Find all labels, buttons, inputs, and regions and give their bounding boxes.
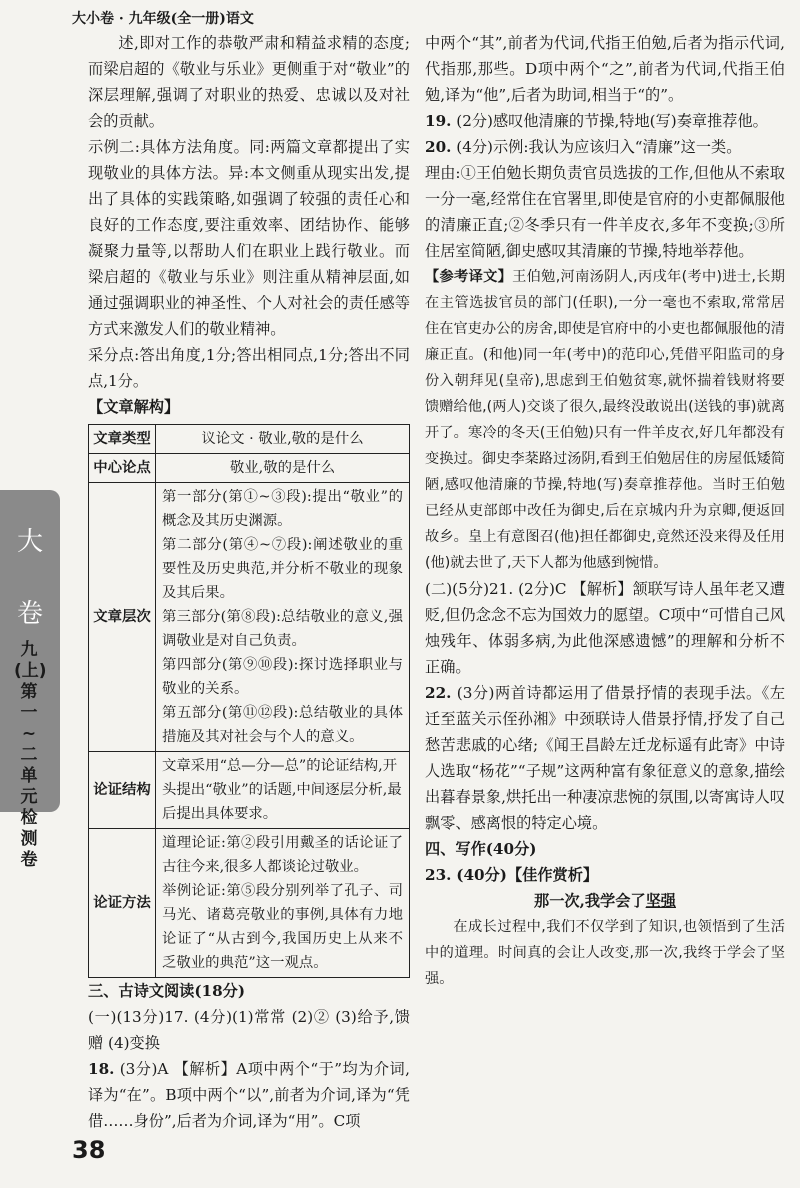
section-3-title: 三、古诗文阅读(18分) <box>88 982 246 1000</box>
left-paragraph-2: 示例二:具体方法角度。同:两篇文章都提出了实现敬业的具体方法。异:本文侧重从现实出发,提出了具体的实践策略,如强调了较强的责任心和良好的工作态度,要注重效率、团结协作、能够凝聚力量等,以帮助人们在职业上践行敬业。而梁启超的《敬业与乐业》则注重从精神层面,如通过强调职业的神圣性、个人对社会的责任感等方式来激发人们的敬业精神。 <box>88 138 410 338</box>
section-structure-title: 【文章解构】 <box>88 398 180 416</box>
table-value: 议论文 · 敬业,敬的是什么 <box>156 425 410 454</box>
table-key: 论证结构 <box>89 752 156 829</box>
essay-body: 在成长过程中,我们不仅学到了知识,也领悟到了生活中的道理。时间真的会让人改变,那一次,我终于学会了坚强。 <box>425 919 785 987</box>
table-key: 文章类型 <box>89 425 156 454</box>
q19-number: 19. <box>425 112 452 130</box>
table-key: 文章层次 <box>89 483 156 752</box>
q23-text: (40分)【佳作赏析】 <box>456 866 599 884</box>
table-row <box>89 752 410 829</box>
q20-text: (4分)示例:我认为应该归入“清廉”这一类。 <box>456 138 742 156</box>
reasoning-argument: 道理论证:第②段引用戴圣的话论证了古往今来,很多人都谈论过敬业。 <box>162 835 403 875</box>
left-paragraph-1: 述,即对工作的恭敬严肃和精益求精的态度;而梁启超的《敬业与乐业》更侧重于对“敬业”的深层理解,强调了对职业的热爱、忠诚以及对社会的贡献。 <box>88 34 410 130</box>
side-tab-top: 大 <box>16 527 43 557</box>
part-3: 第三部分(第⑧段):总结敬业的意义,强调敬业是对自己负责。 <box>162 609 403 649</box>
table-key: 论证方法 <box>89 829 156 978</box>
table-value <box>156 829 410 978</box>
example-argument: 举例论证:第⑤段分别列举了孔子、司马光、诸葛亮敬业的事例,具体有力地论证了“从古到今,我国历史上从来不乏敬业的典范”这一观点。 <box>162 883 403 971</box>
q20-number: 20. <box>425 138 452 156</box>
scoring-points: 采分点:答出角度,1分;答出相同点,1分;答出不同点,1分。 <box>88 346 410 390</box>
side-vertical-label: 九(上) 第一~二单元检测卷 <box>14 640 47 870</box>
part-2: 第二部分(第④~⑦段):阐述敬业的重要性及历史典范,并分析不敬业的现象及其后果。 <box>162 537 403 601</box>
answer-18-cont: 中两个“其”,前者为代词,代指王伯勉,后者为指示代词,代指那,那些。D项中两个“之”,前者为代词,代指王伯勉,译为“他”,后者为助词,相当于“的”。 <box>425 34 785 104</box>
table-value: 文章采用“总—分—总”的论证结构,开头提出“敬业”的话题,中间逐层分析,最后提出具体要求。 <box>156 752 410 829</box>
page-number: 38 <box>72 1136 106 1164</box>
q23-number: 23. <box>425 866 452 884</box>
essay-title <box>425 888 785 914</box>
answer-22 <box>425 680 785 836</box>
essay-title-a: 那一次,我学会了 <box>534 892 646 910</box>
answer-21: (二)(5分)21. (2分)C 【解析】颔联写诗人虽年老又遭贬,但仍念念不忘为国效力的愿望。C项中“可惜自己风烛残年、体弱多病,为此他深感遗憾”的理解和分析不正确。 <box>425 580 785 676</box>
page-header: 大小卷 · 九年级(全一册)语文 <box>72 11 254 27</box>
essay-title-b: 坚强 <box>645 892 676 910</box>
table-row <box>89 829 410 978</box>
ref-label: 【参考译文】 <box>425 269 513 285</box>
left-column <box>88 30 410 1134</box>
right-column <box>425 30 785 992</box>
table-value <box>156 483 410 752</box>
structure-table <box>88 424 410 978</box>
answer-20 <box>425 134 785 160</box>
q18-text: (3分)A 【解析】A项中两个“于”均为介词,译为“在”。B项中两个“以”,前者为介词,译为“凭借……身份”,后者为介词,译为“用”。C项 <box>88 1060 411 1130</box>
part-1: 第一部分(第①~③段):提出“敬业”的概念及其历史渊源。 <box>162 489 403 529</box>
q18-number: 18. <box>88 1060 115 1078</box>
q22-text: (3分)两首诗都运用了借景抒情的表现手法。《左迁至蓝关示侄孙湘》中颈联诗人借景抒情,抒发了自己愁苦悲戚的心绪;《闻王昌龄左迁龙标遥有此寄》中诗人选取“杨花”“子规”这两种富有象征意义的意象,描绘出暮春景象,烘托出一种凄凉悲惋的氛围,以寄寓诗人叹飘零、感离恨的特定心境。 <box>425 684 786 832</box>
table-row <box>89 483 410 752</box>
part-4: 第四部分(第⑨⑩段):探讨选择职业与敬业的关系。 <box>162 657 403 697</box>
table-key: 中心论点 <box>89 454 156 483</box>
answer-19 <box>425 108 785 134</box>
answer-18 <box>88 1056 410 1134</box>
q19-text: (2分)感叹他清廉的节操,特地(写)奏章推荐他。 <box>456 112 768 130</box>
section-4-title: 四、写作(40分) <box>425 840 537 858</box>
table-value: 敬业,敬的是什么 <box>156 454 410 483</box>
answer-20-reason: 理由:①王伯勉长期负责官员选拔的工作,但他从不索取一分一毫,经常住在官署里,即使是官府的小吏都佩服他的清廉正直;②冬季只有一件羊皮衣,多年不变换;③所住居室简陋,御史感叹其清廉的节操,特地举荐他。 <box>425 164 785 260</box>
q22-number: 22. <box>425 684 452 702</box>
table-row <box>89 425 410 454</box>
side-tab-bottom: 卷 <box>16 599 43 629</box>
table-row <box>89 454 410 483</box>
ref-text: 王伯勉,河南汤阴人,丙戌年(考中)进士,长期在主管选拔官员的部门(任职),一分一毫也不索取,常常居住在官吏办公的房舍,即使是官府中的小吏也都佩服他的清廉正直。(和他)同一年(考中)的范印心,凭借平阳监司的身份入朝拜见(皇帝),思虑到王伯勉贫寒,就怀揣着钱财将要馈赠给他,(两人)交谈了很久,最终没敢说出(送钱的事)就离开了。寒冷的冬天(王伯勉)只有一件羊皮衣,好几年都没有变换过。御史李棻路过汤阴,看到王伯勉居住的房屋低矮简陋,感叹他清廉的节操,特地(写)奏章推荐他。当时王伯勉已经从吏部郎中改任为御史,后在京城内升为京卿,便返回故乡。皇上有意图召(他)担任都御史,竟然还没来得及任用(他)就去世了,天下人都为他感到惋惜。 <box>425 269 785 571</box>
answer-17: (一)(13分)17. (4分)(1)常常 (2)② (3)给予,馈赠 (4)变换 <box>88 1008 410 1052</box>
part-5: 第五部分(第⑪⑫段):总结敬业的具体措施及其对社会与个人的意义。 <box>162 705 403 745</box>
reference-translation <box>425 264 785 576</box>
answer-23 <box>425 862 785 888</box>
